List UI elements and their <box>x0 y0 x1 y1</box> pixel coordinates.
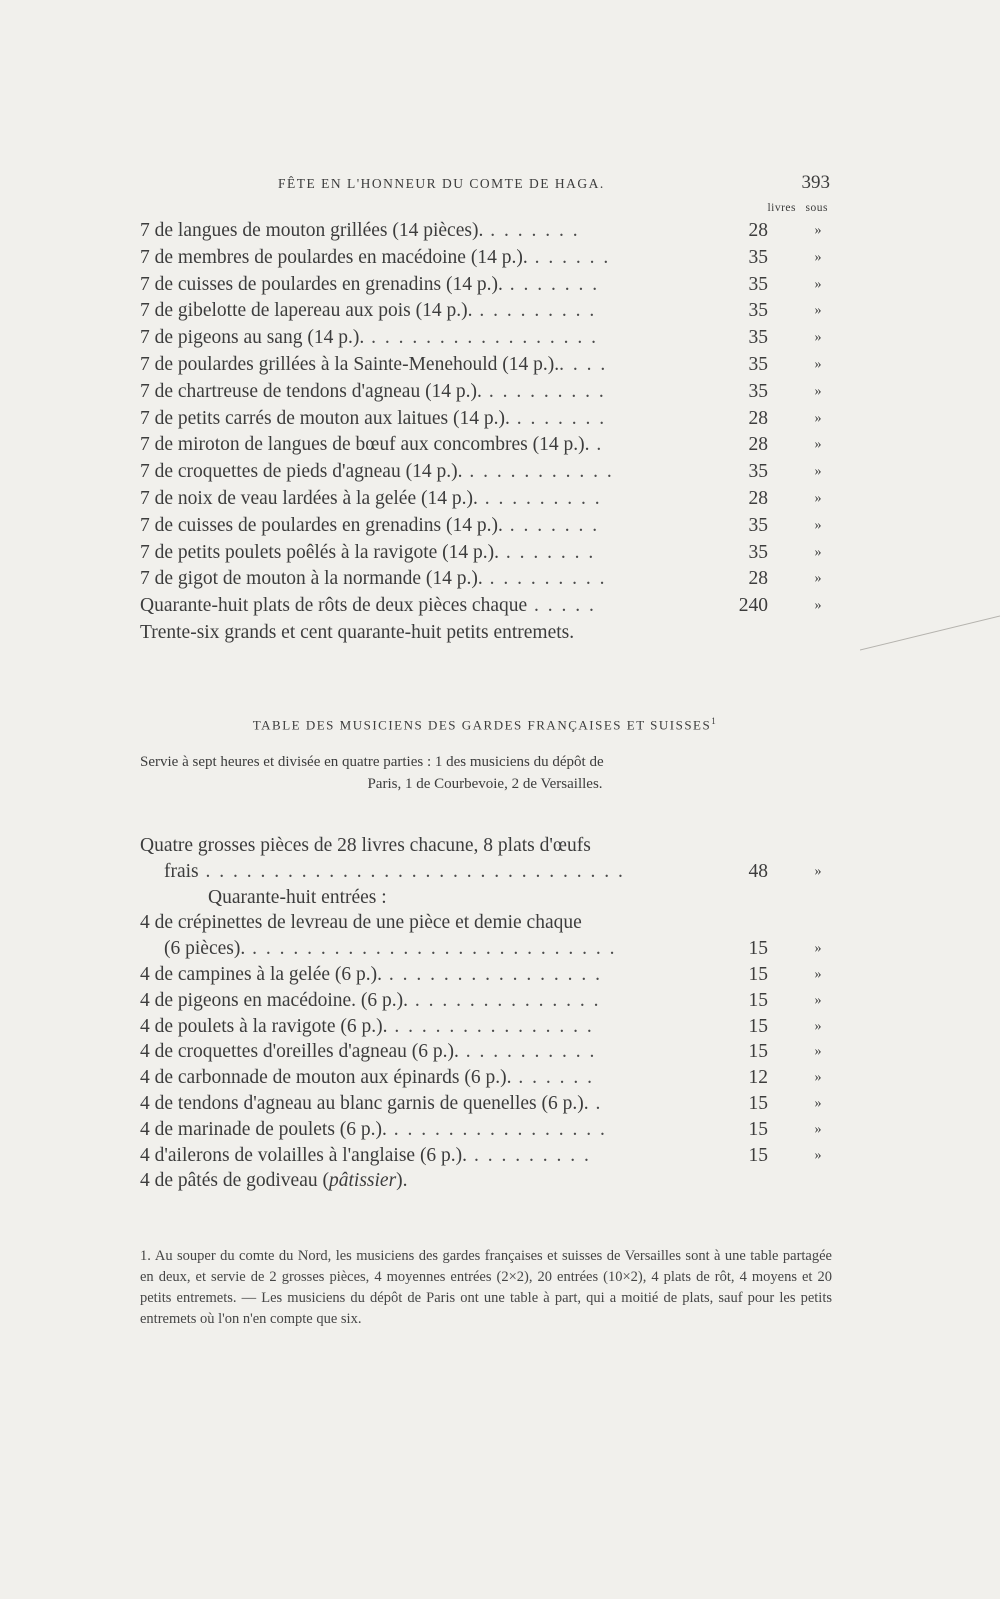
subtitle-line-2: Paris, 1 de Courbevoie, 2 de Versailles. <box>367 776 603 792</box>
dot-leader: . . . . . . . . . . . . . . . <box>387 1015 594 1037</box>
item-description <box>140 272 740 299</box>
item-livres: 35 <box>748 461 768 483</box>
item-text: 7 de noix de veau lardées à la gelée (14 p.). <box>140 487 478 509</box>
item-livres: 15 <box>748 1092 768 1114</box>
item-text: 4 de crépinettes de levreau de une pièce et demie chaque <box>140 912 582 934</box>
item-livres: 28 <box>748 487 768 509</box>
item-livres: 35 <box>748 300 768 322</box>
footnote-mark: 1 <box>711 716 718 726</box>
item-livres: 35 <box>748 541 768 563</box>
item-sous: » <box>814 966 822 982</box>
list-item <box>140 566 830 593</box>
item-sous: » <box>814 464 822 480</box>
dot-leader: . <box>588 1092 603 1114</box>
list-item <box>140 432 830 459</box>
item-text: 7 de cuisses de poulardes en grenadins (14 p.). <box>140 273 503 295</box>
item-sous: » <box>814 1018 822 1034</box>
footnote-text: Au souper du comte du Nord, les musiciens des gardes françaises et suisses de Versailles sont à une table partagée en deux, et servie de 2 grosses pièces, 4 moyennes entrées (2×2), 20 entrées (10×2), 4 plats de rôt, 4 moyens et 20 petits entremets. — Les musiciens du dépôt de Paris ont une table à part, qui a moitié de plats, sauf pour les petits entremets où l'on n'en compte que six. <box>140 1248 832 1327</box>
list-item <box>140 540 830 567</box>
dot-leader: . <box>589 434 604 456</box>
item-sous: » <box>814 1095 822 1111</box>
list-item <box>140 1117 830 1143</box>
dot-leader: . . . . . . . . . <box>477 487 602 509</box>
dot-leader: . . . . . . . . . . . . . . . . . . . . . . . . . . . <box>245 938 617 960</box>
item-text: 7 de petits carrés de mouton aux laitues (14 p.). <box>140 407 510 429</box>
list-item <box>140 936 830 962</box>
running-title: FÊTE EN L'HONNEUR DU COMTE DE HAGA. <box>278 176 605 191</box>
list-item <box>140 1039 830 1065</box>
list-item <box>140 486 830 513</box>
item-livres: 15 <box>748 963 768 985</box>
item-text: 4 de pigeons en macédoine. (6 p.). <box>140 989 409 1011</box>
dot-leader: . . . . . . . <box>502 273 600 295</box>
list-item <box>140 352 830 379</box>
item-text: 7 de miroton de langues de bœuf aux concombres (14 p.). <box>140 434 590 456</box>
subtitle-line-1: Servie à sept heures et divisée en quatre parties : 1 des musiciens du dépôt de <box>140 754 604 770</box>
list-item <box>140 1091 830 1117</box>
item-description <box>164 936 740 962</box>
item-livres: 28 <box>748 568 768 590</box>
item-sous: » <box>814 437 822 453</box>
section-title <box>140 716 830 733</box>
dot-leader: . . . . . . . <box>509 407 607 429</box>
item-description <box>140 245 740 272</box>
item-text: Quarante-huit plats de rôts de deux pièces chaque <box>140 595 528 617</box>
item-sous: » <box>814 1070 822 1086</box>
dot-leader: . . . . . . . . . <box>472 300 597 322</box>
item-text: frais <box>164 860 199 882</box>
dot-leader: . . . . . <box>527 595 596 617</box>
item-text: (6 pièces). <box>164 938 246 960</box>
dot-leader: . . . . . . . . . . . . . . . . <box>386 1118 607 1140</box>
list-item <box>140 885 830 911</box>
item-sous: » <box>814 941 822 957</box>
list-item <box>140 379 830 406</box>
item-description <box>140 593 740 620</box>
item-text-pre: 4 de pâtés de godiveau ( <box>140 1170 329 1192</box>
item-description <box>140 540 740 567</box>
item-description <box>140 962 740 988</box>
item-livres: 48 <box>748 860 768 882</box>
dot-leader: . . . . . . . . . . <box>458 1041 597 1063</box>
item-sous: » <box>814 383 822 399</box>
item-livres: 15 <box>748 989 768 1011</box>
item-livres: 35 <box>748 327 768 349</box>
item-text-italic: pâtissier <box>328 1170 397 1192</box>
menu-list-2 <box>140 833 830 1194</box>
item-text: 4 de carbonnade de mouton aux épinards (6 p.). <box>140 1067 512 1089</box>
item-description <box>140 459 740 486</box>
item-description <box>164 859 740 885</box>
item-description <box>140 513 740 540</box>
item-sous: » <box>814 1121 822 1137</box>
dot-leader: . . . . . . . . . . . . . . . . . . . . . . . . . . . . . . . <box>198 860 625 882</box>
item-sous: » <box>814 276 822 292</box>
list-item <box>140 218 830 245</box>
dot-leader: . . . . . . . . . . . . . . . . <box>382 963 603 985</box>
item-text: 4 de campines à la gelée (6 p.). <box>140 963 383 985</box>
item-description <box>140 566 740 593</box>
item-text: 7 de gibelotte de lapereau aux pois (14 p.). <box>140 300 473 322</box>
list-item <box>140 962 830 988</box>
dot-leader: . . . . . . . <box>483 220 580 241</box>
dot-leader: . . . . . . . <box>502 514 600 536</box>
item-text <box>140 1168 408 1194</box>
dot-leader: . . . . . . . <box>499 541 596 563</box>
list-item <box>140 245 830 272</box>
item-sous: » <box>814 544 822 560</box>
item-livres: 15 <box>748 1015 768 1037</box>
item-sous: » <box>814 303 822 319</box>
item-text: 4 d'ailerons de volailles à l'anglaise (6 p.). <box>140 1144 468 1166</box>
list-item <box>140 406 830 433</box>
item-text-post: ). <box>396 1170 408 1192</box>
list-item <box>140 298 830 325</box>
footnote <box>140 1246 832 1330</box>
page-mark <box>860 610 1000 670</box>
list-item <box>140 1065 830 1091</box>
list-item <box>140 325 830 352</box>
list-item <box>140 833 830 859</box>
column-header-sous: sous <box>805 202 828 214</box>
item-livres: 35 <box>748 273 768 295</box>
item-sous: » <box>814 571 822 587</box>
item-text: Quarante-huit entrées : <box>208 886 387 908</box>
item-sous: » <box>814 223 822 238</box>
item-text: 7 de croquettes de pieds d'agneau (14 p.). <box>140 461 463 483</box>
item-livres: 35 <box>748 246 768 268</box>
page-number: 393 <box>801 172 830 193</box>
dot-leader: . . . . <box>559 353 608 375</box>
item-text: 7 de gigot de mouton à la normande (14 p.). <box>140 568 483 590</box>
list-item <box>140 620 830 647</box>
item-text: 7 de poulardes grillées à la Sainte-Menehould (14 p.). <box>140 353 560 375</box>
column-header-livres: livres <box>767 202 796 214</box>
item-text: 4 de poulets à la ravigote (6 p.). <box>140 1015 388 1037</box>
list-item <box>140 1014 830 1040</box>
menu-list-1 <box>140 218 830 647</box>
item-sous: » <box>814 1147 822 1163</box>
item-livres: 240 <box>738 595 768 617</box>
item-description <box>140 1143 740 1169</box>
list-item <box>140 593 830 620</box>
item-livres: 15 <box>748 1118 768 1140</box>
item-text: 7 de pigeons au sang (14 p.). <box>140 327 365 349</box>
list-item <box>140 513 830 540</box>
item-sous: » <box>814 598 822 614</box>
item-livres: 35 <box>748 353 768 375</box>
item-description <box>140 218 740 245</box>
item-sous: » <box>814 410 822 426</box>
item-livres: 35 <box>748 514 768 536</box>
section-subtitle <box>140 751 830 795</box>
item-livres: 35 <box>748 380 768 402</box>
list-item <box>140 859 830 885</box>
item-text: 4 de croquettes d'oreilles d'agneau (6 p.). <box>140 1041 459 1063</box>
item-description <box>140 1039 740 1065</box>
dot-leader: . . . . . . . . . <box>467 1144 591 1166</box>
item-livres: 28 <box>748 434 768 456</box>
item-livres: 12 <box>748 1067 768 1089</box>
dot-leader: . . . . . . . . . . . <box>462 461 614 483</box>
dot-leader: . . . . . . <box>527 246 611 268</box>
item-livres: 15 <box>748 1144 768 1166</box>
item-text: 7 de langues de mouton grillées (14 pièces). <box>140 220 484 241</box>
item-description <box>140 379 740 406</box>
item-sous: » <box>814 1044 822 1060</box>
item-text: 4 de marinade de poulets (6 p.). <box>140 1118 387 1140</box>
item-description <box>140 406 740 433</box>
item-description <box>140 298 740 325</box>
item-description <box>140 1065 740 1091</box>
item-sous: » <box>814 249 822 265</box>
item-text: 4 de tendons d'agneau au blanc garnis de quenelles (6 p.). <box>140 1092 589 1114</box>
item-sous: » <box>814 356 822 372</box>
list-item <box>140 1168 830 1194</box>
item-text: 7 de membres de poulardes en macédoine (14 p.). <box>140 246 528 268</box>
item-description <box>140 325 740 352</box>
item-description <box>140 1014 740 1040</box>
item-description <box>140 432 740 459</box>
item-sous: » <box>814 517 822 533</box>
item-livres: 15 <box>748 1041 768 1063</box>
item-livres: 28 <box>748 220 768 241</box>
item-description <box>140 1117 740 1143</box>
item-sous: » <box>814 992 822 1008</box>
list-item <box>140 910 830 936</box>
list-item <box>140 459 830 486</box>
item-description <box>140 352 740 379</box>
item-description <box>140 1091 740 1117</box>
item-text: Trente-six grands et cent quarante-huit petits entremets. <box>140 621 575 643</box>
running-head <box>140 172 830 200</box>
list-item <box>140 1143 830 1169</box>
item-sous: » <box>814 490 822 506</box>
item-text: Quatre grosses pièces de 28 livres chacune, 8 plats d'œufs <box>140 835 591 856</box>
column-headers <box>140 202 830 218</box>
dot-leader: . . . . . . . . . . . . . . . . . <box>364 327 598 349</box>
item-sous: » <box>814 330 822 346</box>
list-item <box>140 988 830 1014</box>
item-description <box>140 988 740 1014</box>
item-text: 7 de petits poulets poêlés à la ravigote (14 p.). <box>140 541 500 563</box>
list2-items <box>140 962 830 1168</box>
section-title-text: TABLE DES MUSICIENS DES GARDES FRANÇAISES ET SUISSES <box>252 717 712 733</box>
item-livres: 28 <box>748 407 768 429</box>
dot-leader: . . . . . . . . . <box>481 380 606 402</box>
item-sous: » <box>814 863 822 879</box>
dot-leader: . . . . . . . . . . . . . . <box>408 989 601 1011</box>
item-text: 7 de chartreuse de tendons d'agneau (14 p.). <box>140 380 482 402</box>
dot-leader: . . . . . . <box>511 1067 594 1089</box>
footnote-number: 1. <box>140 1248 151 1264</box>
list-item <box>140 272 830 299</box>
item-text: 7 de cuisses de poulardes en grenadins (14 p.). <box>140 514 503 536</box>
item-livres: 15 <box>748 938 768 960</box>
dot-leader: . . . . . . . . . <box>482 568 607 590</box>
item-description <box>140 486 740 513</box>
